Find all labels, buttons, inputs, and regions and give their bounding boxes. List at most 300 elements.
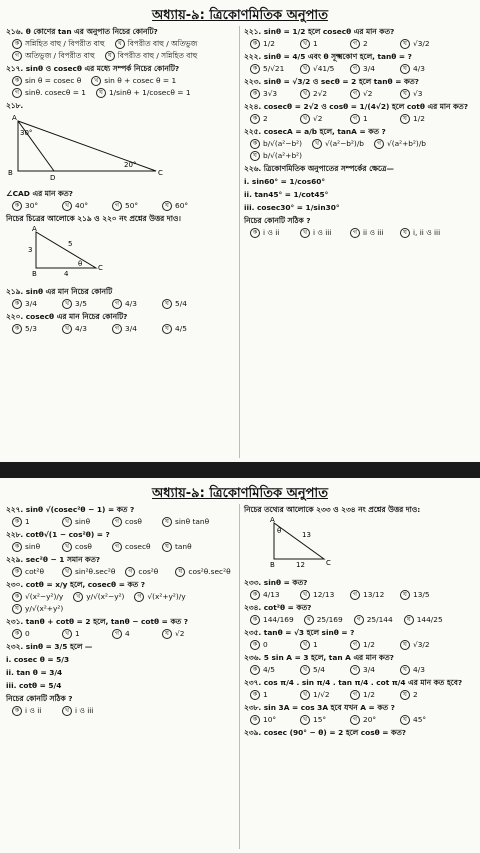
option[interactable] [250, 64, 290, 74]
option-text: sin²θ.sec²θ [75, 566, 116, 576]
option-bubble[interactable]: খ [91, 76, 101, 86]
option-bubble[interactable]: ক [12, 76, 22, 86]
option-bubble[interactable]: ক [250, 89, 260, 99]
svg-text:C: C [158, 168, 163, 177]
svg-text:θ: θ [78, 259, 83, 268]
option-bubble[interactable]: ঘ [105, 51, 115, 61]
option-bubble[interactable]: ঘ [400, 690, 410, 700]
option-bubble[interactable]: ক [250, 640, 260, 650]
option-bubble[interactable]: ক [12, 629, 22, 639]
option-list [12, 542, 238, 552]
question-text: ২২৬. ত্রিকোণমিতিক অনুপাতের সম্পর্কের ক্ষেত্রে— [244, 163, 394, 173]
option[interactable] [374, 139, 426, 149]
option-text: 5/4 [313, 664, 325, 674]
option-bubble[interactable]: গ [112, 324, 122, 334]
option[interactable] [134, 592, 185, 602]
option-text: 4/3 [125, 298, 137, 308]
option-bubble[interactable]: খ [62, 299, 72, 309]
option-bubble[interactable]: গ [350, 640, 360, 650]
option-bubble[interactable]: গ [125, 567, 135, 577]
option-bubble[interactable]: ক [250, 615, 260, 625]
option[interactable] [304, 615, 344, 625]
option-bubble[interactable]: খ [62, 517, 72, 527]
option-bubble[interactable]: খ [300, 640, 310, 650]
option-text: 2 [263, 113, 268, 123]
question-text: ২১৬. θ কোণের tan এর অনুপাত নিচের কোনটি? [6, 27, 158, 36]
option[interactable] [12, 39, 105, 49]
page-bottom [0, 478, 480, 853]
option[interactable] [250, 89, 290, 99]
option[interactable] [62, 706, 102, 716]
option-list [12, 567, 238, 577]
option-text: 1 [75, 628, 80, 638]
option-list [250, 690, 476, 700]
option-text: √2 [313, 113, 323, 123]
option[interactable] [162, 517, 209, 527]
question-text: ২১৮. [6, 100, 24, 110]
page-title: অধ্যায়-৯: ত্রিকোণমিতিক অনুপাত [152, 8, 328, 23]
option-text: cosecθ [125, 541, 151, 551]
question-text: ২২৭. sinθ √(cosec²θ − 1) = কত ? [6, 505, 135, 514]
option[interactable] [354, 615, 394, 625]
option[interactable] [250, 114, 290, 124]
page-title: অধ্যায়-৯: ত্রিকোণমিতিক অনুপাত [152, 486, 328, 501]
option[interactable] [62, 299, 102, 309]
option-text: y/√(x²+y²) [25, 603, 64, 613]
option-text: sin θ = cosec θ [25, 75, 82, 85]
question-text: ২৩৫. tanθ = √3 হলে sinθ = ? [244, 627, 355, 637]
option[interactable] [350, 590, 390, 600]
option-list [250, 89, 476, 99]
option[interactable] [12, 88, 86, 98]
option-text: 1 [313, 639, 318, 649]
option[interactable] [300, 39, 340, 49]
option[interactable] [300, 640, 340, 650]
option[interactable] [62, 201, 102, 211]
option-text: √3 [413, 88, 423, 98]
svg-text:13: 13 [302, 530, 311, 539]
option-bubble[interactable]: গ [374, 139, 384, 149]
svg-text:D: D [50, 173, 56, 182]
question-text: ২২০. cosecθ এর মান নিচের কোনটি? [6, 311, 128, 321]
option-text: 1 [363, 113, 368, 123]
option[interactable] [300, 114, 340, 124]
option[interactable] [250, 590, 290, 600]
option[interactable] [300, 228, 340, 238]
option-bubble[interactable]: ক [250, 665, 260, 675]
option-bubble[interactable]: খ [300, 64, 310, 74]
option[interactable] [250, 151, 302, 161]
option-bubble[interactable]: খ [304, 615, 314, 625]
option-list [250, 715, 476, 725]
option-list [12, 201, 238, 211]
option-text: 1/2 [413, 113, 425, 123]
option[interactable] [350, 690, 390, 700]
option-text: b/√(a²−b²) [263, 138, 302, 148]
option-bubble[interactable]: ঘ [400, 228, 410, 238]
option[interactable] [400, 64, 440, 74]
option-text: sin θ + cosec θ = 1 [104, 75, 177, 85]
option-bubble[interactable]: ঘ [162, 299, 172, 309]
option[interactable] [250, 39, 290, 49]
option-bubble[interactable]: ক [250, 139, 260, 149]
option[interactable] [404, 615, 444, 625]
option-bubble[interactable]: ঘ [400, 665, 410, 675]
option[interactable] [162, 201, 202, 211]
option[interactable] [62, 324, 102, 334]
option-bubble[interactable]: ঘ [400, 114, 410, 124]
option[interactable] [12, 567, 52, 577]
option[interactable] [400, 640, 440, 650]
option-text: i ও iii [75, 705, 94, 715]
option-bubble[interactable]: গ [350, 228, 360, 238]
option[interactable] [12, 706, 52, 716]
right-column [244, 24, 476, 241]
option[interactable] [250, 615, 294, 625]
option[interactable] [350, 665, 390, 675]
option-list [12, 39, 238, 61]
option-text: 5/3 [25, 323, 37, 333]
option-bubble[interactable]: ঘ [162, 201, 172, 211]
option-text: 1/sinθ + 1/cosecθ = 1 [108, 87, 191, 97]
option[interactable] [350, 114, 390, 124]
question-text: ২৩২. sinθ = 3/5 হলে — [6, 641, 93, 651]
question-text: ২১৯. sinθ এর মান নিচের কোনটি [6, 286, 113, 296]
option-text: √41/5 [313, 63, 335, 73]
left-column [6, 24, 238, 337]
option[interactable] [400, 665, 440, 675]
option[interactable] [400, 228, 440, 238]
option[interactable] [112, 517, 152, 527]
option-text: i ও ii [25, 705, 42, 715]
option-text: cosθ [125, 516, 142, 526]
svg-text:θ: θ [277, 526, 282, 535]
option[interactable] [350, 89, 390, 99]
option-bubble[interactable]: ঘ [400, 590, 410, 600]
option-bubble[interactable]: ক [250, 715, 260, 725]
option-bubble[interactable]: খ [73, 592, 83, 602]
option-text: 20° [363, 714, 377, 724]
option-text: sinθ [25, 541, 41, 551]
option-bubble[interactable]: খ [62, 542, 72, 552]
option-text: √(a²−b²)/b [325, 138, 364, 148]
option[interactable] [300, 690, 340, 700]
option[interactable] [162, 324, 202, 334]
triangle-figure [6, 226, 116, 281]
option-bubble[interactable]: ক [12, 39, 22, 49]
option-bubble[interactable]: ক [250, 39, 260, 49]
option[interactable] [12, 604, 63, 614]
question-text: iii. cotθ = 5/4 [6, 680, 62, 690]
option-bubble[interactable]: গ [12, 51, 22, 61]
option[interactable] [62, 629, 102, 639]
right-column [244, 502, 476, 740]
option-bubble[interactable]: খ [312, 139, 322, 149]
option-bubble[interactable]: ঘ [162, 517, 172, 527]
option[interactable] [175, 567, 230, 577]
option-bubble[interactable]: গ [112, 542, 122, 552]
option[interactable] [250, 228, 290, 238]
option[interactable] [62, 542, 102, 552]
option-text: 2√2 [313, 88, 328, 98]
option-bubble[interactable]: গ [112, 201, 122, 211]
option[interactable] [250, 715, 290, 725]
option-text: 3/5 [75, 298, 87, 308]
option[interactable] [312, 139, 364, 149]
question-text: iii. cosec30° = 1/sin30° [244, 202, 340, 212]
option-bubble[interactable]: গ [350, 39, 360, 49]
option-text: √2 [363, 88, 373, 98]
option-bubble[interactable]: ক [12, 592, 22, 602]
option[interactable] [12, 592, 63, 602]
option-bubble[interactable]: ঘ [250, 151, 260, 161]
question-text: ২৩৮. sin 3A = cos 3A হবে যখন A = কত ? [244, 702, 395, 712]
option-bubble[interactable]: ঘ [96, 88, 106, 98]
option-bubble[interactable]: গ [134, 592, 144, 602]
option-bubble[interactable]: গ [350, 114, 360, 124]
question-text: নিচের চিত্রের আলোকে ২১৯ ও ২২০ নং প্রশ্নের উত্তর দাও। [6, 213, 181, 223]
svg-text:B: B [270, 560, 275, 569]
question-text: i. cosec θ = 5/3 [6, 654, 70, 664]
option-text: 5/4 [175, 298, 187, 308]
option-bubble[interactable]: ক [250, 64, 260, 74]
option-text: cosθ [75, 541, 92, 551]
option[interactable] [62, 567, 115, 577]
question-text: ২৩১. tanθ + cotθ = 2 হলে, tanθ − cotθ = কত ? [6, 616, 189, 626]
option-bubble[interactable]: ক [250, 114, 260, 124]
option-bubble[interactable]: গ [354, 615, 364, 625]
option[interactable] [350, 228, 390, 238]
option[interactable] [400, 715, 440, 725]
option-bubble[interactable]: ঘ [162, 629, 172, 639]
question-text: ২২৯. sec²θ − 1 সমান কত? [6, 554, 101, 564]
option-bubble[interactable]: গ [350, 590, 360, 600]
option[interactable] [125, 567, 165, 577]
question-text: ২৩৩. sinθ = কত? [244, 577, 308, 587]
option-bubble[interactable]: খ [300, 690, 310, 700]
option-text: b/√(a²+b²) [263, 150, 302, 160]
option[interactable] [112, 542, 152, 552]
option-text: y/√(x²−y²) [86, 591, 125, 601]
option-bubble[interactable]: ঘ [404, 615, 414, 625]
option-bubble[interactable]: খ [300, 715, 310, 725]
option-bubble[interactable]: ক [12, 324, 22, 334]
question-text: ২৩৪. cot²θ = কত? [244, 602, 312, 612]
option-bubble[interactable]: ঘ [12, 604, 22, 614]
option-bubble[interactable]: ক [12, 567, 22, 577]
option-list [250, 665, 476, 675]
option-text: 15° [313, 714, 327, 724]
option[interactable] [91, 76, 176, 86]
option[interactable] [400, 89, 440, 99]
option-bubble[interactable]: ক [250, 690, 260, 700]
option-bubble[interactable]: গ [112, 299, 122, 309]
option[interactable] [112, 299, 152, 309]
question-text: ২৩৬. 5 sin A = 3 হলে, tan A এর মান কত? [244, 652, 394, 662]
option-bubble[interactable]: গ [350, 690, 360, 700]
option[interactable] [400, 39, 440, 49]
option[interactable] [400, 690, 440, 700]
option-bubble[interactable]: খ [300, 89, 310, 99]
question-text: ২২৮. cotθ√(1 − cos²θ) = ? [6, 529, 110, 539]
option-text: 1 [263, 689, 268, 699]
option-bubble[interactable]: খ [62, 324, 72, 334]
option[interactable] [250, 139, 302, 149]
option-text: 3/4 [125, 323, 137, 333]
option[interactable] [115, 39, 198, 49]
option[interactable] [300, 715, 340, 725]
option[interactable] [105, 51, 198, 61]
option-bubble[interactable]: খ [300, 39, 310, 49]
option[interactable] [350, 39, 390, 49]
option-list [250, 590, 476, 600]
option-text: 1/2 [363, 689, 375, 699]
svg-text:20°: 20° [124, 160, 137, 169]
option-bubble[interactable]: ঘ [162, 324, 172, 334]
option[interactable] [62, 517, 102, 527]
option[interactable] [300, 665, 340, 675]
option[interactable] [400, 590, 440, 600]
option[interactable] [250, 665, 290, 675]
option[interactable] [112, 201, 152, 211]
option-bubble[interactable]: গ [350, 715, 360, 725]
option[interactable] [12, 299, 52, 309]
option[interactable] [300, 89, 340, 99]
option[interactable] [250, 640, 290, 650]
option-text: i ও ii [263, 227, 280, 237]
option-text: √3/2 [413, 639, 430, 649]
option-bubble[interactable]: ঘ [400, 39, 410, 49]
option-text: √2 [175, 628, 185, 638]
option[interactable] [250, 690, 290, 700]
option[interactable] [12, 629, 52, 639]
option[interactable] [162, 629, 202, 639]
option[interactable] [112, 324, 152, 334]
option-list [12, 299, 238, 309]
question-text: নিচের তথ্যের আলোকে ২৩৩ ও ২৩৪ নং প্রশ্নের উত্তর দাও: [244, 505, 421, 514]
option-bubble[interactable]: ক [12, 542, 22, 552]
option-bubble[interactable]: ক [12, 299, 22, 309]
option-text: 12/13 [313, 589, 335, 599]
option-bubble[interactable]: ঘ [162, 542, 172, 552]
option-text: 144/169 [263, 614, 294, 624]
option[interactable] [162, 299, 202, 309]
option-text: 3√3 [263, 88, 278, 98]
option[interactable] [350, 64, 390, 74]
option-bubble[interactable]: ক [250, 590, 260, 600]
option[interactable] [400, 114, 440, 124]
option-list [12, 324, 238, 334]
option[interactable] [12, 324, 52, 334]
option-text: অতিভুজ / বিপরীত বাহু [25, 50, 95, 60]
option[interactable] [350, 640, 390, 650]
svg-text:A: A [12, 113, 17, 122]
option[interactable] [300, 590, 340, 600]
column-divider [239, 504, 240, 849]
option-bubble[interactable]: ঘ [400, 89, 410, 99]
option[interactable] [112, 629, 152, 639]
option-bubble[interactable]: গ [112, 629, 122, 639]
option-bubble[interactable]: গ [350, 89, 360, 99]
option-bubble[interactable]: ক [250, 228, 260, 238]
option[interactable] [162, 542, 202, 552]
option-text: tanθ [175, 541, 192, 551]
option-bubble[interactable]: ঘ [400, 64, 410, 74]
option-text: 2 [363, 38, 368, 48]
option-text: 1/2 [263, 38, 275, 48]
option-text: 40° [75, 200, 89, 210]
option-text: i, ii ও iii [413, 227, 441, 237]
option-bubble[interactable]: খ [300, 590, 310, 600]
option-bubble[interactable]: ক [12, 517, 22, 527]
option[interactable] [350, 715, 390, 725]
option-bubble[interactable]: ঘ [175, 567, 185, 577]
option-text: √3/2 [413, 38, 430, 48]
triangle-figure [244, 517, 354, 572]
svg-text:C: C [326, 558, 331, 567]
option-bubble[interactable]: খ [300, 114, 310, 124]
left-column [6, 502, 238, 719]
option-text: 13/12 [363, 589, 385, 599]
option-text: 10° [263, 714, 277, 724]
option-bubble[interactable]: গ [12, 88, 22, 98]
svg-text:C: C [98, 263, 103, 272]
svg-text:A: A [32, 225, 37, 233]
option-list [12, 629, 238, 639]
option-list [250, 228, 476, 238]
option[interactable] [300, 64, 340, 74]
option[interactable] [12, 51, 95, 61]
option-bubble[interactable]: খ [62, 706, 72, 716]
option-bubble[interactable]: খ [62, 567, 72, 577]
option-bubble[interactable]: ঘ [400, 715, 410, 725]
question-text: ২২৪. cosecθ = 2√2 ও cosθ = 1/(4√2) হলে cotθ এর মান কত? [244, 101, 468, 111]
option-bubble[interactable]: খ [115, 39, 125, 49]
option-bubble[interactable]: খ [62, 201, 72, 211]
option-text: 4/5 [263, 664, 275, 674]
option-text: 1/2 [363, 639, 375, 649]
question-text: নিচের কোনটি সঠিক ? [6, 693, 73, 703]
option-bubble[interactable]: খ [62, 629, 72, 639]
option-text: sinθ [75, 516, 91, 526]
option-text: √(x²+y²)/y [147, 591, 186, 601]
option-bubble[interactable]: ক [12, 706, 22, 716]
option-list [250, 64, 476, 74]
option-list [12, 592, 238, 614]
option-bubble[interactable]: খ [300, 665, 310, 675]
option-bubble[interactable]: গ [350, 64, 360, 74]
option-bubble[interactable]: গ [350, 665, 360, 675]
option[interactable] [12, 517, 52, 527]
option[interactable] [12, 201, 52, 211]
option-text: cos²θ.sec²θ [188, 566, 231, 576]
option-text: 4 [125, 628, 130, 638]
option[interactable] [12, 542, 52, 552]
option-bubble[interactable]: গ [112, 517, 122, 527]
question-text: i. sin60° = 1/cos60° [244, 176, 326, 186]
question-text: ২৩৯. cosec (90° − θ) = 2 হলে cosθ = কত? [244, 727, 407, 737]
option-bubble[interactable]: ঘ [400, 640, 410, 650]
option-bubble[interactable]: খ [300, 228, 310, 238]
option[interactable] [73, 592, 124, 602]
option-text: 3/4 [363, 63, 375, 73]
option-text: 4/5 [175, 323, 187, 333]
option[interactable] [96, 88, 191, 98]
column-divider [239, 26, 240, 458]
option[interactable] [12, 76, 81, 86]
option-text: 4/3 [413, 63, 425, 73]
option-bubble[interactable]: ক [12, 201, 22, 211]
